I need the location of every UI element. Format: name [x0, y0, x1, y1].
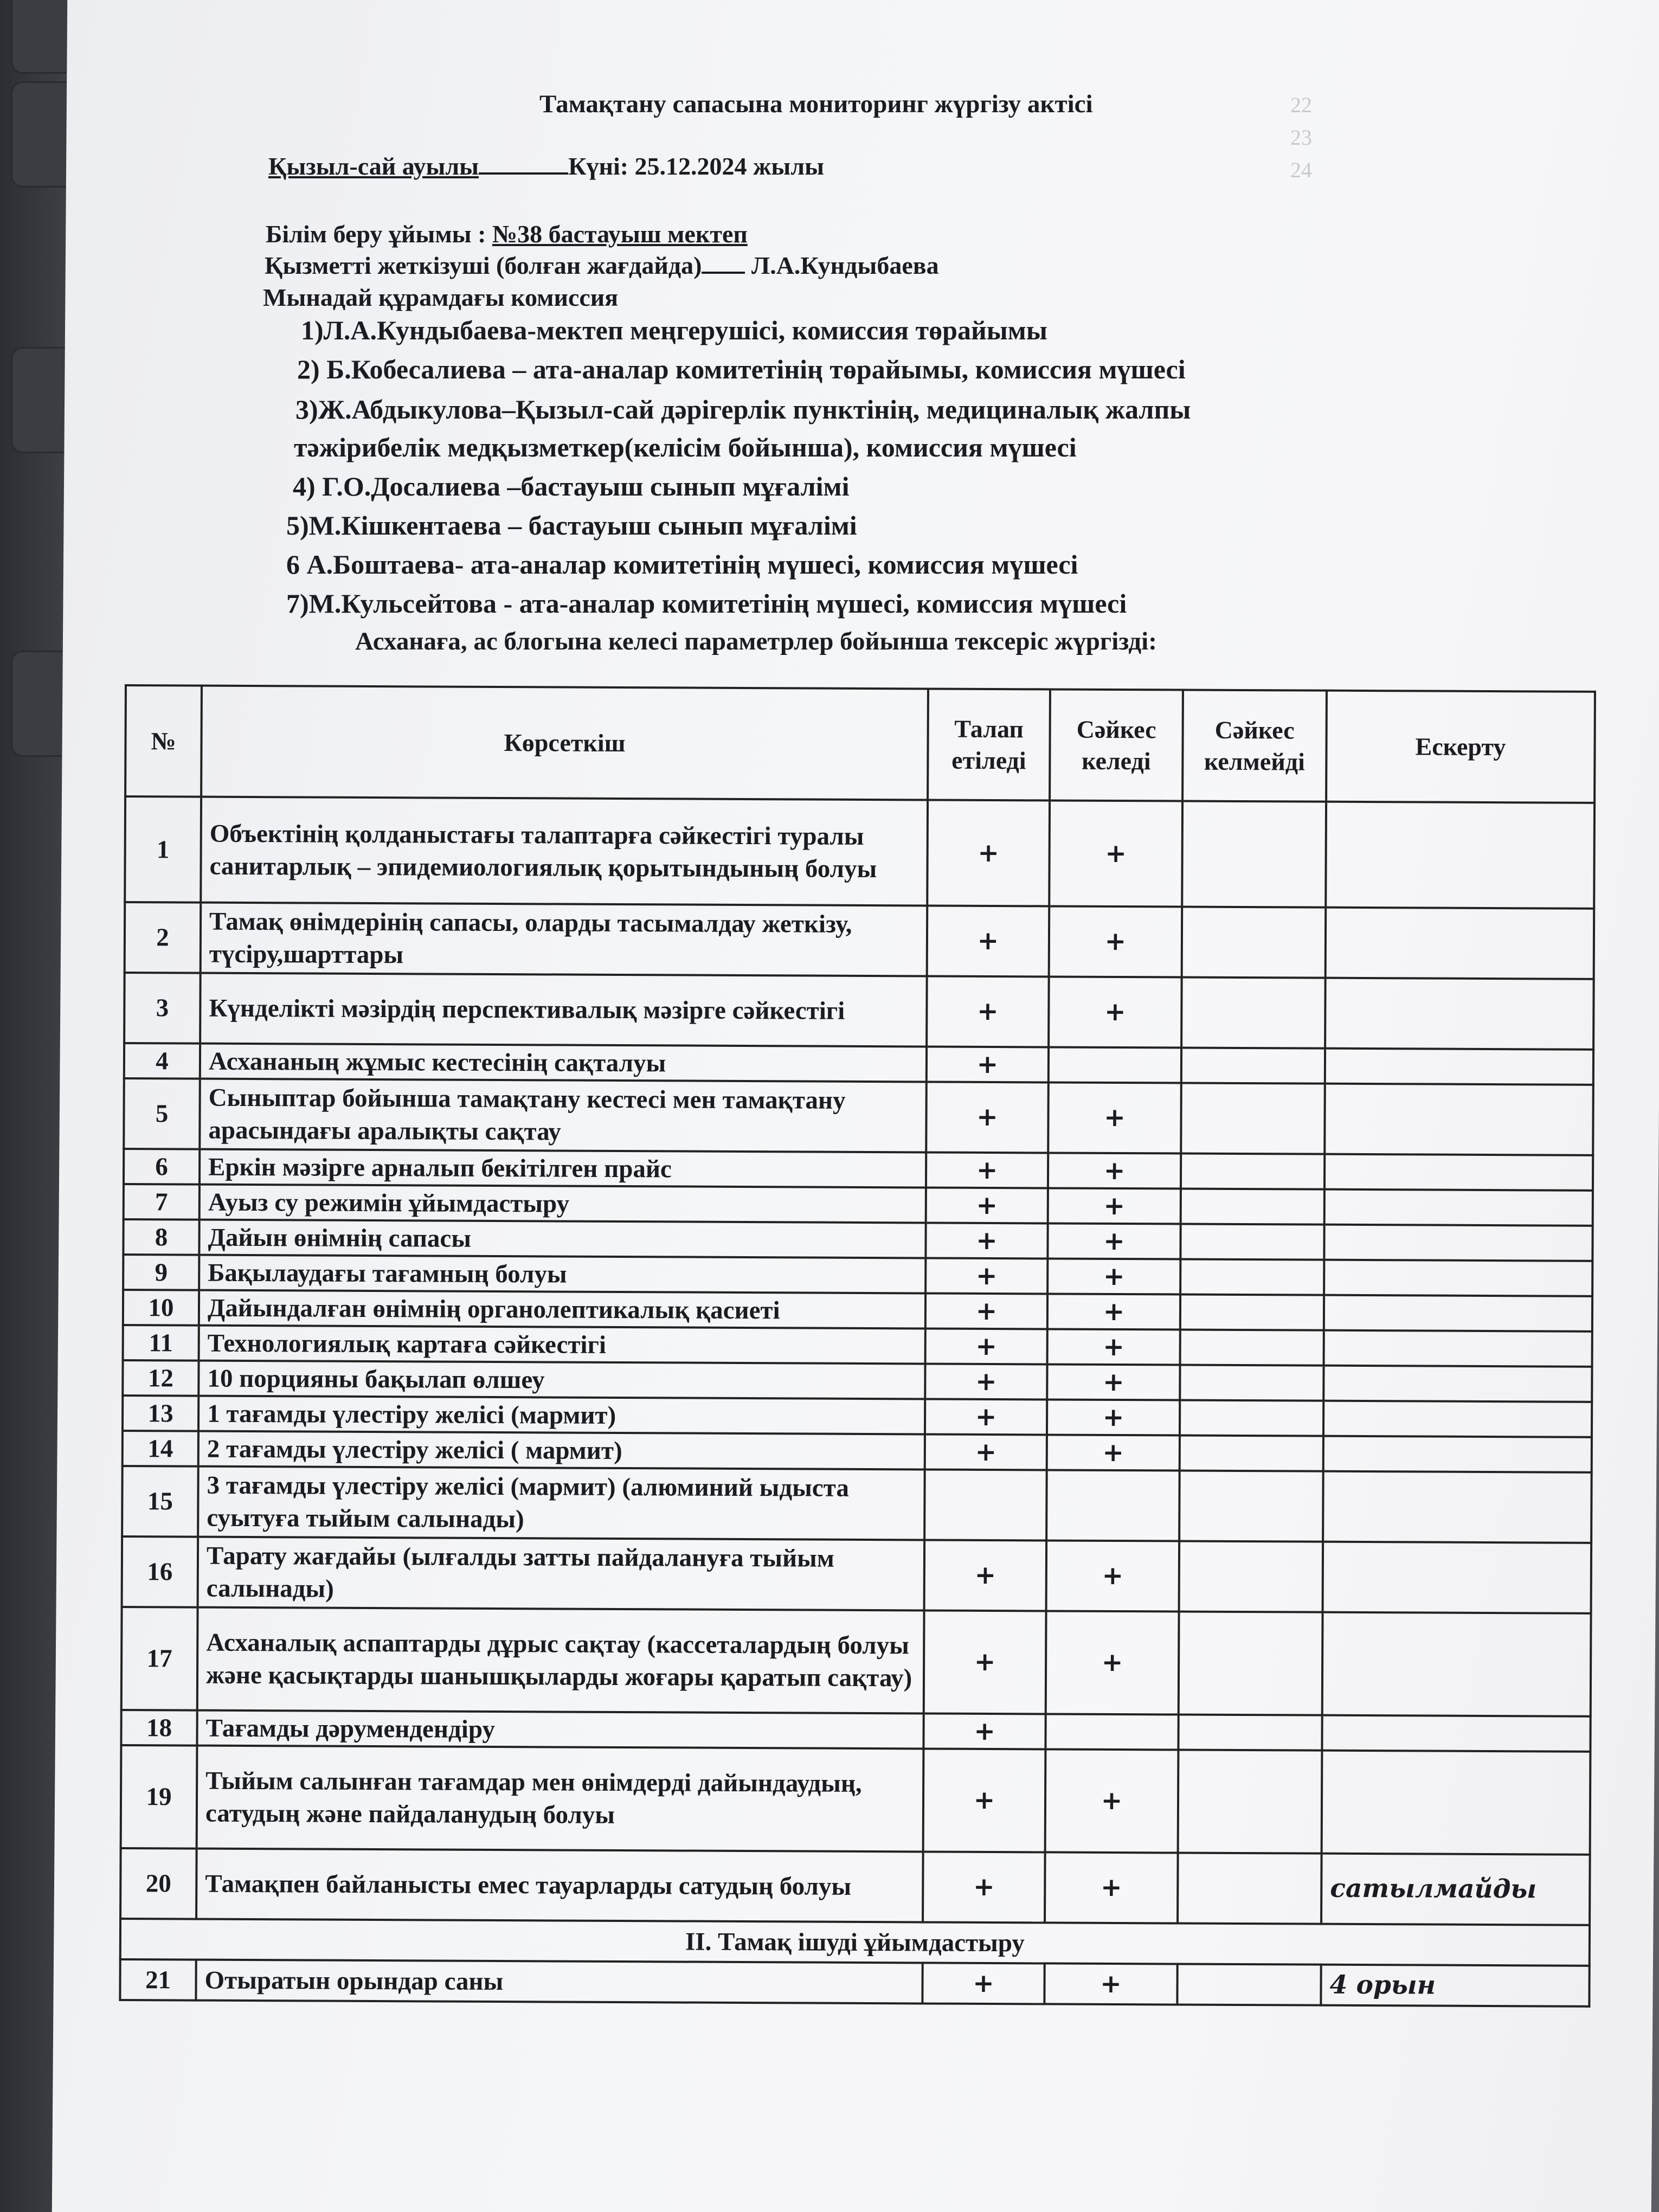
row-required-mark: + — [927, 800, 1050, 906]
row-number: 7 — [124, 1184, 200, 1220]
row-note — [1324, 1189, 1593, 1226]
row-indicator: Тамақ өнімдерінің сапасы, оларды тасымалдау жеткізу, түсіру,шарттары — [201, 903, 928, 976]
row-compliant-mark: + — [1047, 1399, 1180, 1435]
row-noncompliant-mark — [1180, 1436, 1323, 1471]
row-number: 17 — [121, 1607, 198, 1711]
row-note — [1323, 1401, 1592, 1437]
provider-label: Қызметті жеткізуші (болған жағдайда) — [265, 252, 702, 279]
row-indicator: 1 тағамды үлестіру желісі (мармит) — [198, 1396, 925, 1435]
row-required-mark: + — [923, 1713, 1045, 1749]
row-note — [1322, 1715, 1590, 1752]
row-number: 20 — [120, 1848, 197, 1919]
row-number: 3 — [124, 973, 201, 1044]
org-label: Білім беру ұйымы : — [266, 220, 486, 248]
header-indicator: Көрсеткіш — [201, 686, 928, 800]
row-note — [1323, 1542, 1592, 1613]
row-note — [1324, 1225, 1592, 1261]
row-indicator: 2 тағамды үлестіру желісі ( мармит) — [198, 1431, 925, 1470]
row-indicator: Күнделікті мәзірдің перспективалық мәзірге сәйкестігі — [200, 973, 927, 1047]
table-row — [124, 973, 1594, 1050]
provider-value: Л.А.Кундыбаева — [751, 252, 939, 279]
row-noncompliant-mark — [1181, 1154, 1324, 1189]
table-row — [125, 796, 1594, 909]
row-compliant-mark: + — [1049, 976, 1182, 1047]
location: Қызыл-сай ауылы — [268, 152, 479, 180]
table-row — [121, 1745, 1591, 1855]
row-indicator: 3 тағамды үлестіру желісі (мармит) (алюминий ыдыста суытуға тыйым салынады) — [198, 1467, 925, 1540]
row-required-mark: + — [925, 1399, 1047, 1435]
row-noncompliant-mark — [1178, 1714, 1322, 1750]
row-note — [1323, 1471, 1592, 1543]
row-compliant-mark: + — [1047, 1364, 1180, 1400]
row-noncompliant-mark — [1181, 978, 1326, 1049]
row-required-mark: + — [926, 1082, 1049, 1153]
intro-text: Асханаға, ас блогына келесі параметрлер бойынша тексеріс жүргізді: — [355, 627, 1157, 655]
row-compliant-mark: + — [1046, 1540, 1180, 1611]
row-compliant-mark: + — [1048, 1188, 1181, 1224]
row-compliant-mark: + — [1045, 1749, 1179, 1853]
row-number: 12 — [123, 1360, 198, 1396]
table-row — [121, 1607, 1591, 1716]
section-row — [120, 1919, 1590, 1966]
row-note — [1322, 1751, 1591, 1855]
row-required-mark: + — [927, 976, 1049, 1047]
member-7: 7)М.Кульсейтова - ата-аналар комитетінің мүшесі, комиссия мүшесі — [286, 588, 1127, 619]
row-compliant-mark: + — [1046, 1611, 1179, 1714]
row-required-mark: + — [927, 905, 1050, 976]
table-row — [123, 1396, 1592, 1437]
row-required-mark: + — [924, 1610, 1046, 1714]
row-noncompliant-mark — [1178, 1853, 1322, 1924]
row-noncompliant-mark — [1177, 1964, 1321, 2005]
table-row — [122, 1466, 1592, 1543]
row-note — [1325, 978, 1594, 1050]
row-compliant-mark: + — [1047, 1258, 1180, 1294]
row-number: 15 — [122, 1466, 198, 1537]
row-note — [1324, 1154, 1593, 1191]
member-2: 2) Б.Кобесалиева – ата-аналар комитетінің төрайымы, комиссия мүшесі — [297, 354, 1186, 384]
row-noncompliant-mark — [1181, 1083, 1325, 1154]
row-noncompliant-mark — [1182, 801, 1326, 908]
row-required-mark: + — [925, 1258, 1047, 1294]
row-compliant-mark: + — [1047, 1329, 1180, 1365]
row-indicator: Дайын өнімнің сапасы — [199, 1220, 925, 1258]
row-note — [1322, 1612, 1591, 1716]
row-indicator: Отыратын орындар саны — [196, 1960, 922, 2004]
table-row — [125, 902, 1594, 979]
row-note — [1324, 1084, 1593, 1155]
row-compliant-mark: + — [1047, 1294, 1180, 1329]
row-number: 11 — [123, 1325, 199, 1361]
row-indicator: Асханалық аспаптарды дұрыс сақтау (кассеталардың болуы және қасықтарды шанышқыларды жоғары қаратып сақтау) — [197, 1607, 924, 1714]
row-noncompliant-mark — [1180, 1400, 1323, 1436]
header-number: № — [125, 685, 202, 797]
header-required: Талап етіледі — [928, 689, 1050, 800]
row-noncompliant-mark — [1180, 1224, 1324, 1260]
row-required-mark — [924, 1469, 1047, 1540]
row-noncompliant-mark — [1180, 1365, 1323, 1401]
row-note — [1326, 802, 1594, 909]
row-required-mark: + — [925, 1364, 1047, 1399]
row-noncompliant-mark — [1178, 1750, 1322, 1853]
table-row — [124, 1149, 1593, 1191]
row-indicator: 10 порцияны бақылап өлшеу — [198, 1361, 925, 1399]
row-number: 6 — [124, 1149, 200, 1185]
blank-line — [479, 152, 568, 175]
row-required-mark: + — [925, 1293, 1047, 1329]
member-5: 5)М.Кішкентаева – бастауыш сынып мұғалімі — [286, 510, 857, 541]
row-indicator: Сыныптар бойынша тамақтану кестесі мен тамақтану арасындағы аралықты сақтау — [200, 1079, 927, 1153]
row-number: 18 — [121, 1710, 197, 1746]
row-noncompliant-mark — [1180, 1295, 1324, 1330]
row-note — [1326, 908, 1594, 979]
row-note — [1323, 1366, 1592, 1402]
row-number: 10 — [123, 1290, 199, 1326]
member-3: 3)Ж.Абдыкулова–Қызыл-сай дәрігерлік пунктінің, медициналық жалпы — [295, 394, 1191, 425]
row-noncompliant-mark — [1182, 907, 1326, 978]
row-number: 16 — [122, 1536, 198, 1607]
row-indicator: Объектінің қолданыстағы талаптарға сәйкестігі туралы санитарлық – эпидемиологиялық қорытындының болуы — [201, 797, 928, 906]
date: Күні: 25.12.2024 жылы — [568, 152, 825, 180]
row-indicator: Бақылаудағы тағамның болуы — [199, 1255, 925, 1294]
row-note — [1323, 1436, 1592, 1472]
table-header-row — [125, 685, 1595, 803]
location-date-line — [268, 152, 824, 181]
member-6: 6 А.Боштаева- ата-аналар комитетінің мүшесі, комиссия мүшесі — [286, 549, 1078, 580]
row-indicator: Тамақпен байланысты емес тауарларды сатудың болуы — [196, 1849, 923, 1922]
row-required-mark: + — [925, 1223, 1047, 1258]
row-compliant-mark — [1045, 1714, 1178, 1750]
table-row — [121, 1710, 1590, 1752]
row-note — [1324, 1260, 1592, 1296]
row-number: 8 — [123, 1219, 199, 1255]
row-required-mark: + — [922, 1963, 1044, 2004]
row-required-mark: + — [926, 1152, 1048, 1188]
row-number: 1 — [125, 796, 201, 903]
row-compliant-mark — [1046, 1470, 1180, 1541]
row-indicator: Еркін мәзірге арналып бекітілген прайс — [200, 1149, 926, 1188]
row-required-mark: + — [925, 1328, 1047, 1364]
row-number: 2 — [125, 902, 201, 973]
blank-line — [702, 251, 745, 274]
row-note — [1325, 1049, 1593, 1085]
row-required-mark: + — [923, 1748, 1046, 1852]
row-number: 14 — [123, 1431, 198, 1467]
row-note: 4 орын — [1321, 1965, 1589, 2007]
row-noncompliant-mark — [1179, 1471, 1323, 1542]
commission-label: Мынадай құрамдағы комиссия — [263, 284, 619, 311]
header-compliant: Сәйкес келеді — [1050, 689, 1183, 801]
row-indicator: Тарату жағдайы (ылғалды затты пайдалануға тыйым салынады) — [198, 1537, 925, 1611]
organization-line — [266, 220, 748, 248]
row-compliant-mark: + — [1045, 1852, 1178, 1923]
row-noncompliant-mark — [1181, 1048, 1325, 1084]
row-required-mark: + — [923, 1851, 1045, 1922]
row-required-mark: + — [926, 1187, 1048, 1223]
row-indicator: Асхананың жұмыс кестесінің сақталуы — [200, 1044, 927, 1082]
member-1: 1)Л.А.Кундыбаева-мектеп меңгерушісі, комиссия төрайымы — [301, 315, 1047, 345]
section-2-title: II. Тамақ ішуді ұйымдастыру — [120, 1919, 1590, 1966]
row-compliant-mark: + — [1048, 1153, 1181, 1188]
row-note — [1324, 1295, 1592, 1332]
row-indicator: Тағамды дәрумендендіру — [197, 1711, 923, 1749]
row-noncompliant-mark — [1179, 1612, 1323, 1715]
table-row — [123, 1360, 1592, 1402]
row-note: сатылмайды — [1321, 1854, 1590, 1925]
row-required-mark: + — [927, 1046, 1049, 1082]
member-3-cont: тәжірибелік медқызметкер(келісім бойынша), комиссия мүшесі — [294, 432, 1077, 462]
row-noncompliant-mark — [1180, 1259, 1324, 1295]
row-required-mark: + — [924, 1540, 1047, 1611]
table-row — [122, 1536, 1592, 1613]
table-row — [124, 1043, 1593, 1085]
table-row — [123, 1290, 1592, 1332]
row-note — [1324, 1330, 1592, 1367]
table-row — [120, 1959, 1589, 2007]
row-number: 19 — [121, 1745, 197, 1849]
table-row — [123, 1431, 1592, 1472]
row-number: 13 — [123, 1396, 198, 1431]
row-number: 5 — [124, 1078, 200, 1149]
row-indicator: Тыйым салынған тағамдар мен өнімдерді дайындаудың, сатудың және пайдаланудың болуы — [197, 1746, 924, 1852]
row-number: 4 — [124, 1043, 200, 1079]
row-compliant-mark: + — [1047, 1435, 1180, 1470]
member-4: 4) Г.О.Досалиева –бастауыш сынып мұғалімі — [293, 471, 850, 501]
row-noncompliant-mark — [1181, 1189, 1324, 1225]
table-body — [120, 796, 1594, 2007]
row-compliant-mark: + — [1047, 1223, 1180, 1259]
row-number: 21 — [120, 1959, 196, 2001]
provider-line — [265, 251, 939, 280]
page-title: Тамақтану сапасына мониторинг жүргізу актісі — [539, 90, 1093, 118]
row-compliant-mark: + — [1049, 906, 1182, 977]
row-indicator: Технологиялық картаға сәйкестігі — [199, 1326, 925, 1364]
table-row — [123, 1325, 1592, 1367]
row-noncompliant-mark — [1179, 1541, 1323, 1612]
row-number: 9 — [123, 1255, 199, 1290]
table-row — [124, 1078, 1593, 1155]
row-required-mark: + — [925, 1434, 1047, 1470]
row-compliant-mark: + — [1049, 800, 1182, 906]
table-row — [120, 1848, 1590, 1925]
org-value: №38 бастауыш мектеп — [492, 220, 748, 248]
row-compliant-mark: + — [1048, 1082, 1181, 1153]
row-noncompliant-mark — [1180, 1330, 1324, 1366]
table-row — [124, 1184, 1593, 1226]
row-compliant-mark — [1049, 1047, 1181, 1083]
header-note: Ескерту — [1326, 691, 1595, 803]
table-row — [123, 1219, 1592, 1261]
header-noncompliant: Сәйкес келмейді — [1182, 690, 1327, 802]
monitoring-table — [119, 684, 1596, 2008]
table-row — [123, 1255, 1592, 1296]
row-indicator: Ауыз су режимін ұйымдастыру — [200, 1185, 926, 1223]
row-indicator: Дайындалған өнімнің органолептикалық қасиеті — [199, 1290, 925, 1329]
row-compliant-mark: + — [1044, 1963, 1177, 2004]
